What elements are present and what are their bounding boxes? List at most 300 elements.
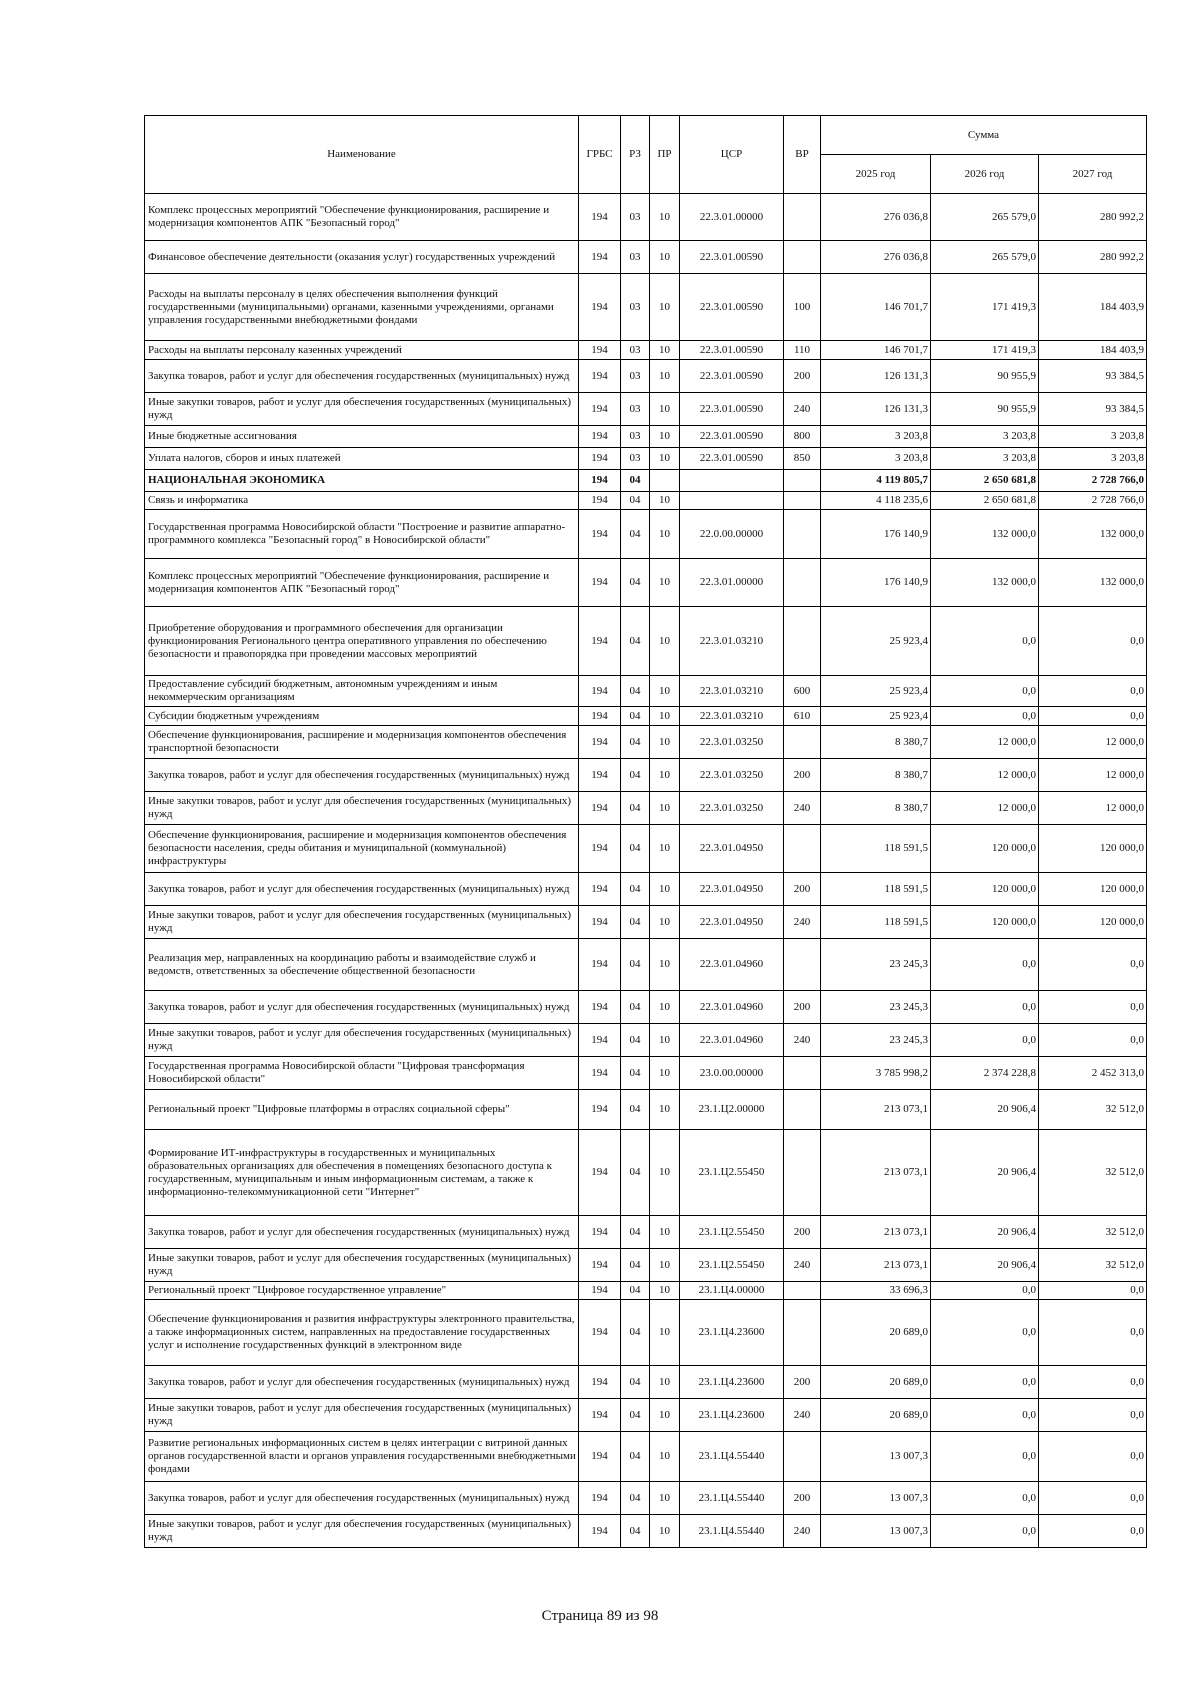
row-grbs: 194: [579, 393, 621, 426]
table-row: [145, 274, 1147, 341]
row-grbs: 194: [579, 1366, 621, 1399]
row-rz: 04: [621, 1282, 650, 1300]
row-csr: 22.3.01.00590: [680, 341, 784, 360]
table-row: [145, 1216, 1147, 1249]
row-sum-2025: 33 696,3: [821, 1282, 931, 1300]
table-row: [145, 426, 1147, 448]
row-rz: 04: [621, 492, 650, 510]
row-sum-2026: 132 000,0: [931, 510, 1039, 559]
row-sum-2026: 0,0: [931, 1024, 1039, 1057]
table-row: [145, 726, 1147, 759]
row-rz: 04: [621, 1399, 650, 1432]
row-csr: 23.1.Ц4.23600: [680, 1300, 784, 1366]
row-sum-2027: 280 992,2: [1039, 241, 1147, 274]
row-sum-2027: 32 512,0: [1039, 1130, 1147, 1216]
row-sum-2025: 20 689,0: [821, 1366, 931, 1399]
row-grbs: 194: [579, 1130, 621, 1216]
row-name: Субсидии бюджетным учреждениям: [145, 707, 579, 726]
row-csr: 22.3.01.03250: [680, 792, 784, 825]
row-sum-2026: 0,0: [931, 607, 1039, 676]
row-vr: 110: [784, 341, 821, 360]
row-sum-2027: 0,0: [1039, 939, 1147, 991]
row-name: Иные закупки товаров, работ и услуг для обеспечения государственных (муниципальных) нужд: [145, 906, 579, 939]
row-pr: 10: [650, 1366, 680, 1399]
row-rz: 04: [621, 1366, 650, 1399]
row-sum-2027: 0,0: [1039, 607, 1147, 676]
row-sum-2027: 120 000,0: [1039, 873, 1147, 906]
row-sum-2026: 120 000,0: [931, 906, 1039, 939]
table-row: [145, 492, 1147, 510]
row-grbs: 194: [579, 1090, 621, 1130]
row-sum-2027: 12 000,0: [1039, 792, 1147, 825]
header-name: Наименование: [145, 116, 579, 194]
row-rz: 04: [621, 707, 650, 726]
row-sum-2027: 3 203,8: [1039, 448, 1147, 470]
row-name: Уплата налогов, сборов и иных платежей: [145, 448, 579, 470]
table-row: [145, 470, 1147, 492]
row-sum-2025: 3 203,8: [821, 448, 931, 470]
table-row: [145, 1482, 1147, 1515]
row-sum-2025: 23 245,3: [821, 991, 931, 1024]
header-grbs: ГРБС: [579, 116, 621, 194]
row-pr: 10: [650, 492, 680, 510]
row-name: Комплекс процессных мероприятий "Обеспечение функционирования, расширение и модернизация компонентов АПК "Безопасный город": [145, 559, 579, 607]
row-sum-2026: 20 906,4: [931, 1090, 1039, 1130]
row-name: Иные закупки товаров, работ и услуг для обеспечения государственных (муниципальных) нужд: [145, 1024, 579, 1057]
row-sum-2026: 20 906,4: [931, 1249, 1039, 1282]
row-name: Закупка товаров, работ и услуг для обеспечения государственных (муниципальных) нужд: [145, 1482, 579, 1515]
row-sum-2025: 213 073,1: [821, 1216, 931, 1249]
table-row: [145, 1249, 1147, 1282]
row-csr: 22.0.00.00000: [680, 510, 784, 559]
row-pr: 10: [650, 1024, 680, 1057]
row-sum-2027: 0,0: [1039, 1515, 1147, 1548]
row-vr: 240: [784, 1399, 821, 1432]
row-sum-2026: 3 203,8: [931, 448, 1039, 470]
row-sum-2026: 20 906,4: [931, 1130, 1039, 1216]
row-csr: 23.1.Ц4.55440: [680, 1515, 784, 1548]
row-sum-2027: 32 512,0: [1039, 1249, 1147, 1282]
row-sum-2027: 120 000,0: [1039, 825, 1147, 873]
row-sum-2025: 126 131,3: [821, 360, 931, 393]
row-grbs: 194: [579, 906, 621, 939]
row-rz: 04: [621, 559, 650, 607]
row-sum-2027: 3 203,8: [1039, 426, 1147, 448]
table-row: [145, 825, 1147, 873]
row-name: Иные закупки товаров, работ и услуг для обеспечения государственных (муниципальных) нужд: [145, 1399, 579, 1432]
row-sum-2026: 0,0: [931, 939, 1039, 991]
row-grbs: 194: [579, 1057, 621, 1090]
row-name: Формирование ИТ-инфраструктуры в государственных и муниципальных образовательных организациях для обеспечения в помещениях безопасного доступа к государственным, муниципальным и иным информационным системам, а также к информационно-телекоммуникационной сети "Интернет": [145, 1130, 579, 1216]
table-row: [145, 360, 1147, 393]
row-rz: 04: [621, 1024, 650, 1057]
row-rz: 03: [621, 448, 650, 470]
row-sum-2027: 0,0: [1039, 991, 1147, 1024]
row-grbs: 194: [579, 759, 621, 792]
row-csr: 22.3.01.00000: [680, 559, 784, 607]
row-csr: 23.1.Ц4.55440: [680, 1482, 784, 1515]
table-row: [145, 1057, 1147, 1090]
row-grbs: 194: [579, 274, 621, 341]
table-row: [145, 1366, 1147, 1399]
row-pr: 10: [650, 341, 680, 360]
row-grbs: 194: [579, 792, 621, 825]
row-grbs: 194: [579, 1216, 621, 1249]
row-grbs: 194: [579, 1432, 621, 1482]
row-sum-2027: 0,0: [1039, 1366, 1147, 1399]
row-name: Реализация мер, направленных на координацию работы и взаимодействие служб и ведомств, ответственных за обеспечение общественной безопасности: [145, 939, 579, 991]
row-pr: 10: [650, 1399, 680, 1432]
row-rz: 03: [621, 393, 650, 426]
row-csr: 22.3.01.03210: [680, 676, 784, 707]
row-vr: [784, 1130, 821, 1216]
row-grbs: 194: [579, 194, 621, 241]
row-csr: 22.3.01.00590: [680, 393, 784, 426]
row-grbs: 194: [579, 991, 621, 1024]
row-sum-2026: 0,0: [931, 1482, 1039, 1515]
row-pr: 10: [650, 1432, 680, 1482]
row-sum-2026: 0,0: [931, 1432, 1039, 1482]
row-sum-2025: 13 007,3: [821, 1515, 931, 1548]
row-pr: 10: [650, 707, 680, 726]
row-pr: 10: [650, 1216, 680, 1249]
row-name: Иные бюджетные ассигнования: [145, 426, 579, 448]
row-pr: 10: [650, 759, 680, 792]
table-row: [145, 906, 1147, 939]
row-grbs: 194: [579, 1515, 621, 1548]
row-rz: 04: [621, 607, 650, 676]
row-pr: 10: [650, 510, 680, 559]
row-sum-2025: 8 380,7: [821, 792, 931, 825]
row-vr: 200: [784, 360, 821, 393]
row-pr: 10: [650, 1482, 680, 1515]
row-sum-2025: 25 923,4: [821, 607, 931, 676]
row-sum-2027: 132 000,0: [1039, 559, 1147, 607]
row-sum-2026: 0,0: [931, 1399, 1039, 1432]
row-csr: 22.3.01.00590: [680, 448, 784, 470]
row-sum-2027: 12 000,0: [1039, 726, 1147, 759]
row-sum-2025: 25 923,4: [821, 676, 931, 707]
row-grbs: 194: [579, 1024, 621, 1057]
row-sum-2025: 118 591,5: [821, 906, 931, 939]
row-sum-2025: 118 591,5: [821, 873, 931, 906]
row-csr: 22.3.01.00590: [680, 241, 784, 274]
row-rz: 04: [621, 991, 650, 1024]
table-row: [145, 707, 1147, 726]
row-sum-2027: 93 384,5: [1039, 393, 1147, 426]
row-rz: 03: [621, 241, 650, 274]
row-sum-2027: 2 452 313,0: [1039, 1057, 1147, 1090]
row-csr: 22.3.01.00590: [680, 360, 784, 393]
row-name: Иные закупки товаров, работ и услуг для обеспечения государственных (муниципальных) нужд: [145, 1515, 579, 1548]
row-name: Развитие региональных информационных систем в целях интеграции с витриной данных органов государственной власти и органов управления государственными внебюджетными фондами: [145, 1432, 579, 1482]
row-vr: 240: [784, 1024, 821, 1057]
row-name: Иные закупки товаров, работ и услуг для обеспечения государственных (муниципальных) нужд: [145, 792, 579, 825]
row-sum-2025: 176 140,9: [821, 559, 931, 607]
row-grbs: 194: [579, 426, 621, 448]
row-sum-2027: 0,0: [1039, 1399, 1147, 1432]
row-grbs: 194: [579, 726, 621, 759]
row-name: НАЦИОНАЛЬНАЯ ЭКОНОМИКА: [145, 470, 579, 492]
row-rz: 04: [621, 759, 650, 792]
row-sum-2026: 120 000,0: [931, 873, 1039, 906]
row-name: Расходы на выплаты персоналу казенных учреждений: [145, 341, 579, 360]
table-row: [145, 341, 1147, 360]
row-sum-2025: 146 701,7: [821, 274, 931, 341]
budget-table: [144, 115, 1147, 1548]
row-vr: [784, 470, 821, 492]
row-csr: 22.3.01.04960: [680, 991, 784, 1024]
row-vr: [784, 607, 821, 676]
row-sum-2025: 118 591,5: [821, 825, 931, 873]
row-grbs: 194: [579, 1482, 621, 1515]
row-grbs: 194: [579, 676, 621, 707]
row-grbs: 194: [579, 470, 621, 492]
row-grbs: 194: [579, 241, 621, 274]
row-pr: 10: [650, 1282, 680, 1300]
row-rz: 04: [621, 1300, 650, 1366]
row-sum-2025: 13 007,3: [821, 1432, 931, 1482]
row-rz: 04: [621, 510, 650, 559]
row-vr: [784, 939, 821, 991]
row-grbs: 194: [579, 559, 621, 607]
row-sum-2027: 0,0: [1039, 1482, 1147, 1515]
row-rz: 04: [621, 1130, 650, 1216]
row-vr: [784, 510, 821, 559]
row-csr: 23.0.00.00000: [680, 1057, 784, 1090]
row-rz: 04: [621, 676, 650, 707]
row-csr: 22.3.01.00590: [680, 274, 784, 341]
row-pr: 10: [650, 1515, 680, 1548]
row-name: Закупка товаров, работ и услуг для обеспечения государственных (муниципальных) нужд: [145, 991, 579, 1024]
row-sum-2027: 32 512,0: [1039, 1090, 1147, 1130]
row-name: Иные закупки товаров, работ и услуг для обеспечения государственных (муниципальных) нужд: [145, 393, 579, 426]
table-row: [145, 607, 1147, 676]
row-name: Предоставление субсидий бюджетным, автономным учреждениям и иным некоммерческим организациям: [145, 676, 579, 707]
row-sum-2025: 23 245,3: [821, 1024, 931, 1057]
row-sum-2025: 213 073,1: [821, 1130, 931, 1216]
row-sum-2026: 12 000,0: [931, 726, 1039, 759]
row-rz: 04: [621, 939, 650, 991]
header-year-2027: 2027 год: [1039, 155, 1147, 194]
row-vr: [784, 1282, 821, 1300]
table-row: [145, 559, 1147, 607]
row-sum-2027: 280 992,2: [1039, 194, 1147, 241]
row-vr: [784, 1090, 821, 1130]
row-sum-2025: 4 119 805,7: [821, 470, 931, 492]
row-sum-2027: 0,0: [1039, 1300, 1147, 1366]
row-pr: 10: [650, 676, 680, 707]
row-vr: 850: [784, 448, 821, 470]
row-vr: 610: [784, 707, 821, 726]
row-vr: 200: [784, 759, 821, 792]
table-row: [145, 1300, 1147, 1366]
row-sum-2026: 2 650 681,8: [931, 492, 1039, 510]
row-pr: 10: [650, 1090, 680, 1130]
header-year-2025: 2025 год: [821, 155, 931, 194]
row-sum-2026: 0,0: [931, 676, 1039, 707]
row-sum-2025: 276 036,8: [821, 194, 931, 241]
row-name: Иные закупки товаров, работ и услуг для обеспечения государственных (муниципальных) нужд: [145, 1249, 579, 1282]
row-rz: 04: [621, 873, 650, 906]
row-sum-2027: 184 403,9: [1039, 341, 1147, 360]
table-row: [145, 241, 1147, 274]
row-vr: 600: [784, 676, 821, 707]
row-rz: 04: [621, 1432, 650, 1482]
row-pr: 10: [650, 241, 680, 274]
table-row: [145, 448, 1147, 470]
row-csr: 22.3.01.04950: [680, 906, 784, 939]
row-sum-2026: 132 000,0: [931, 559, 1039, 607]
row-grbs: 194: [579, 1399, 621, 1432]
row-sum-2027: 2 728 766,0: [1039, 492, 1147, 510]
row-csr: 22.3.01.00590: [680, 426, 784, 448]
row-vr: [784, 194, 821, 241]
row-rz: 03: [621, 194, 650, 241]
row-name: Закупка товаров, работ и услуг для обеспечения государственных (муниципальных) нужд: [145, 1366, 579, 1399]
row-csr: 23.1.Ц2.00000: [680, 1090, 784, 1130]
row-pr: 10: [650, 559, 680, 607]
row-pr: 10: [650, 393, 680, 426]
row-sum-2026: 171 419,3: [931, 274, 1039, 341]
row-sum-2026: 0,0: [931, 1282, 1039, 1300]
header-pr: ПР: [650, 116, 680, 194]
table-row: [145, 1024, 1147, 1057]
header-rz: РЗ: [621, 116, 650, 194]
row-sum-2027: 184 403,9: [1039, 274, 1147, 341]
row-sum-2025: 4 118 235,6: [821, 492, 931, 510]
row-pr: 10: [650, 726, 680, 759]
row-sum-2026: 0,0: [931, 991, 1039, 1024]
row-sum-2026: 2 374 228,8: [931, 1057, 1039, 1090]
row-vr: [784, 241, 821, 274]
row-grbs: 194: [579, 825, 621, 873]
table-row: [145, 510, 1147, 559]
row-sum-2027: 120 000,0: [1039, 906, 1147, 939]
row-name: Государственная программа Новосибирской области "Построение и развитие аппаратно-программного комплекса "Безопасный город" в Новосибирской области": [145, 510, 579, 559]
row-grbs: 194: [579, 707, 621, 726]
row-sum-2026: 0,0: [931, 707, 1039, 726]
row-rz: 04: [621, 1482, 650, 1515]
row-name: Закупка товаров, работ и услуг для обеспечения государственных (муниципальных) нужд: [145, 360, 579, 393]
row-sum-2025: 25 923,4: [821, 707, 931, 726]
row-rz: 04: [621, 1090, 650, 1130]
row-sum-2027: 2 728 766,0: [1039, 470, 1147, 492]
row-vr: 240: [784, 792, 821, 825]
row-vr: [784, 492, 821, 510]
row-pr: 10: [650, 825, 680, 873]
row-vr: 240: [784, 1249, 821, 1282]
row-sum-2025: 276 036,8: [821, 241, 931, 274]
row-csr: 23.1.Ц2.55450: [680, 1216, 784, 1249]
row-vr: [784, 1300, 821, 1366]
row-rz: 03: [621, 274, 650, 341]
row-sum-2025: 176 140,9: [821, 510, 931, 559]
row-pr: 10: [650, 792, 680, 825]
row-pr: 10: [650, 426, 680, 448]
row-rz: 04: [621, 792, 650, 825]
row-csr: 23.1.Ц4.23600: [680, 1399, 784, 1432]
table-row: [145, 1515, 1147, 1548]
row-sum-2026: 20 906,4: [931, 1216, 1039, 1249]
row-rz: 03: [621, 341, 650, 360]
table-row: [145, 393, 1147, 426]
row-sum-2025: 20 689,0: [821, 1399, 931, 1432]
row-pr: 10: [650, 448, 680, 470]
row-sum-2026: 12 000,0: [931, 792, 1039, 825]
row-sum-2025: 23 245,3: [821, 939, 931, 991]
row-sum-2025: 126 131,3: [821, 393, 931, 426]
row-rz: 03: [621, 360, 650, 393]
row-name: Обеспечение функционирования, расширение и модернизация компонентов обеспечения транспортной безопасности: [145, 726, 579, 759]
header-vr: ВР: [784, 116, 821, 194]
row-pr: 10: [650, 939, 680, 991]
row-sum-2025: 13 007,3: [821, 1482, 931, 1515]
row-vr: [784, 825, 821, 873]
row-sum-2026: 265 579,0: [931, 194, 1039, 241]
header-year-2026: 2026 год: [931, 155, 1039, 194]
header-sum: Сумма: [821, 116, 1147, 155]
row-sum-2026: 3 203,8: [931, 426, 1039, 448]
row-rz: 04: [621, 1216, 650, 1249]
row-rz: 04: [621, 1057, 650, 1090]
row-vr: [784, 559, 821, 607]
row-sum-2025: 20 689,0: [821, 1300, 931, 1366]
row-vr: [784, 1432, 821, 1482]
row-vr: 240: [784, 393, 821, 426]
table-row: [145, 194, 1147, 241]
row-sum-2027: 0,0: [1039, 1432, 1147, 1482]
row-csr: 22.3.01.03210: [680, 607, 784, 676]
row-name: Закупка товаров, работ и услуг для обеспечения государственных (муниципальных) нужд: [145, 1216, 579, 1249]
row-name: Государственная программа Новосибирской области "Цифровая трансформация Новосибирской области": [145, 1057, 579, 1090]
row-grbs: 194: [579, 1249, 621, 1282]
row-name: Региональный проект "Цифровое государственное управление": [145, 1282, 579, 1300]
row-name: Расходы на выплаты персоналу в целях обеспечения выполнения функций государственными (муниципальными) органами, казенными учреждениями, органами управления государственными внебюджетными фондами: [145, 274, 579, 341]
table-row: [145, 1399, 1147, 1432]
row-vr: 240: [784, 906, 821, 939]
row-pr: 10: [650, 906, 680, 939]
row-csr: 22.3.01.04960: [680, 1024, 784, 1057]
row-pr: 10: [650, 1249, 680, 1282]
row-pr: 10: [650, 194, 680, 241]
row-name: Обеспечение функционирования, расширение и модернизация компонентов обеспечения безопасности населения, среды обитания и муниципальной (коммунальной) инфраструктуры: [145, 825, 579, 873]
row-sum-2025: 8 380,7: [821, 759, 931, 792]
row-name: Комплекс процессных мероприятий "Обеспечение функционирования, расширение и модернизация компонентов АПК "Безопасный город": [145, 194, 579, 241]
header-csr: ЦСР: [680, 116, 784, 194]
row-csr: 22.3.01.03210: [680, 707, 784, 726]
row-sum-2026: 12 000,0: [931, 759, 1039, 792]
row-sum-2027: 0,0: [1039, 1282, 1147, 1300]
table-row: [145, 1090, 1147, 1130]
row-sum-2025: 213 073,1: [821, 1249, 931, 1282]
row-name: Региональный проект "Цифровые платформы в отраслях социальной сферы": [145, 1090, 579, 1130]
row-sum-2027: 132 000,0: [1039, 510, 1147, 559]
row-rz: 04: [621, 825, 650, 873]
row-pr: 10: [650, 274, 680, 341]
row-sum-2026: 90 955,9: [931, 360, 1039, 393]
row-vr: 240: [784, 1515, 821, 1548]
table-row: [145, 1432, 1147, 1482]
page-number: Страница 89 из 98: [541, 1608, 659, 1624]
table-row: [145, 991, 1147, 1024]
row-sum-2025: 8 380,7: [821, 726, 931, 759]
row-name: Закупка товаров, работ и услуг для обеспечения государственных (муниципальных) нужд: [145, 759, 579, 792]
row-pr: 10: [650, 1130, 680, 1216]
row-rz: 04: [621, 906, 650, 939]
table-header: [145, 116, 1147, 194]
table-row: [145, 1282, 1147, 1300]
